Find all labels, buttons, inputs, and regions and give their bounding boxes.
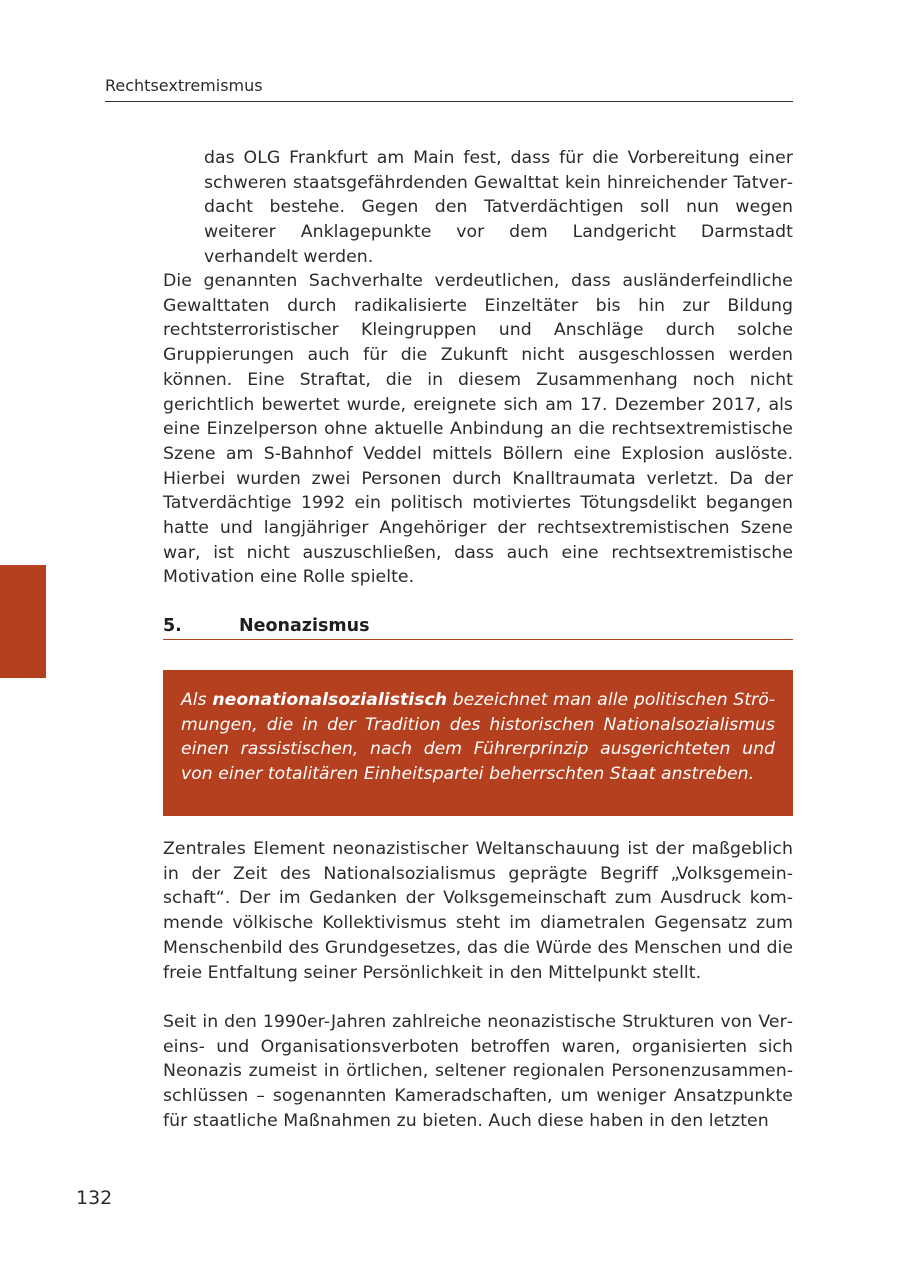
definition-text xyxy=(181,688,775,787)
section-heading xyxy=(163,614,793,640)
body-paragraph-2: Zentrales Element neonazistischer Weltanschauung ist der maßgeblich in der Zeit des Nationalsozialismus geprägte Begriff „Volksgemeinschaft“. Der im Gedanken der Volksgemeinschaft zum Ausdruck kommende völkische Kollektivismus steht im diametralen Gegensatz zum Menschenbild des Grundgesetzes, das die Würde des Menschen und die freie Entfaltung seiner Persönlichkeit in den Mittelpunkt stellt. xyxy=(163,839,793,983)
body-paragraph-3: Seit in den 1990er-Jahren zahlreiche neonazistische Strukturen von Vereins- und Organisationsverboten betroffen waren, organisierten sich Neonazis zumeist in örtlichen, seltener regionalen Personenzusammenschlüssen – sogenannten Kameradschaften, um weniger Ansatzpunkte für staatliche Maßnahmen zu bieten. Auch diese haben in den letzten xyxy=(163,1012,793,1131)
running-head xyxy=(105,76,793,102)
section-title: Neonazismus xyxy=(239,616,370,636)
chapter-thumb-tab xyxy=(0,565,46,678)
section-number: 5. xyxy=(163,616,182,636)
indented-paragraph: das OLG Frankfurt am Main fest, dass für die Vorbereitung einer schweren staatsgefährdenden Gewalttat kein hinreichender Tatverdacht bestehe. Gegen den Tatverdächtigen soll nun wegen weiterer Anklagepunkte vor dem Landgericht Darmstadt verhandelt werden. xyxy=(204,148,793,267)
definition-box xyxy=(163,670,793,816)
running-title: Rechtsextremismus xyxy=(105,76,263,95)
body-paragraph-1: Die genannten Sachverhalte verdeutlichen, dass ausländerfeindliche Gewalttaten durch radikalisierte Einzeltäter bis hin zur Bildung rechtsterroristischer Kleingruppen und Anschläge durch solche Gruppierungen auch für die Zukunft nicht ausgeschlossen werden können. Eine Straftat, die in diesem Zusammenhang noch nicht gerichtlich bewertet wurde, ereignete sich am 17. Dezember 2017, als eine Einzelperson ohne aktuelle Anbindung an die rechtsextremistische Szene am S-Bahnhof Veddel mittels Böllern eine Explosion auslöste. Hierbei wurden zwei Personen durch Knalltraumata verletzt. Da der Tatverdächtige 1992 ein politisch motiviertes Tötungsdelikt begangen hatte und langjähriger Angehöriger der rechtsextremistischen Szene war, ist nicht auszuschließen, dass auch eine rechtsextremistische Motivation eine Rolle spielte. xyxy=(163,271,793,588)
definition-term: neonationalsozialistisch xyxy=(212,690,448,710)
definition-rest: bezeichnet man alle politischen Strömungen, die in der Tradition des historischen Nationalsozialismus einen rassistischen, nach dem Führerprinzip ausgerichteten und von einer totalitären Einheitspartei beherrschten Staat anstreben. xyxy=(181,690,775,785)
definition-lead: Als xyxy=(181,690,213,710)
page-number: 132 xyxy=(76,1187,113,1209)
